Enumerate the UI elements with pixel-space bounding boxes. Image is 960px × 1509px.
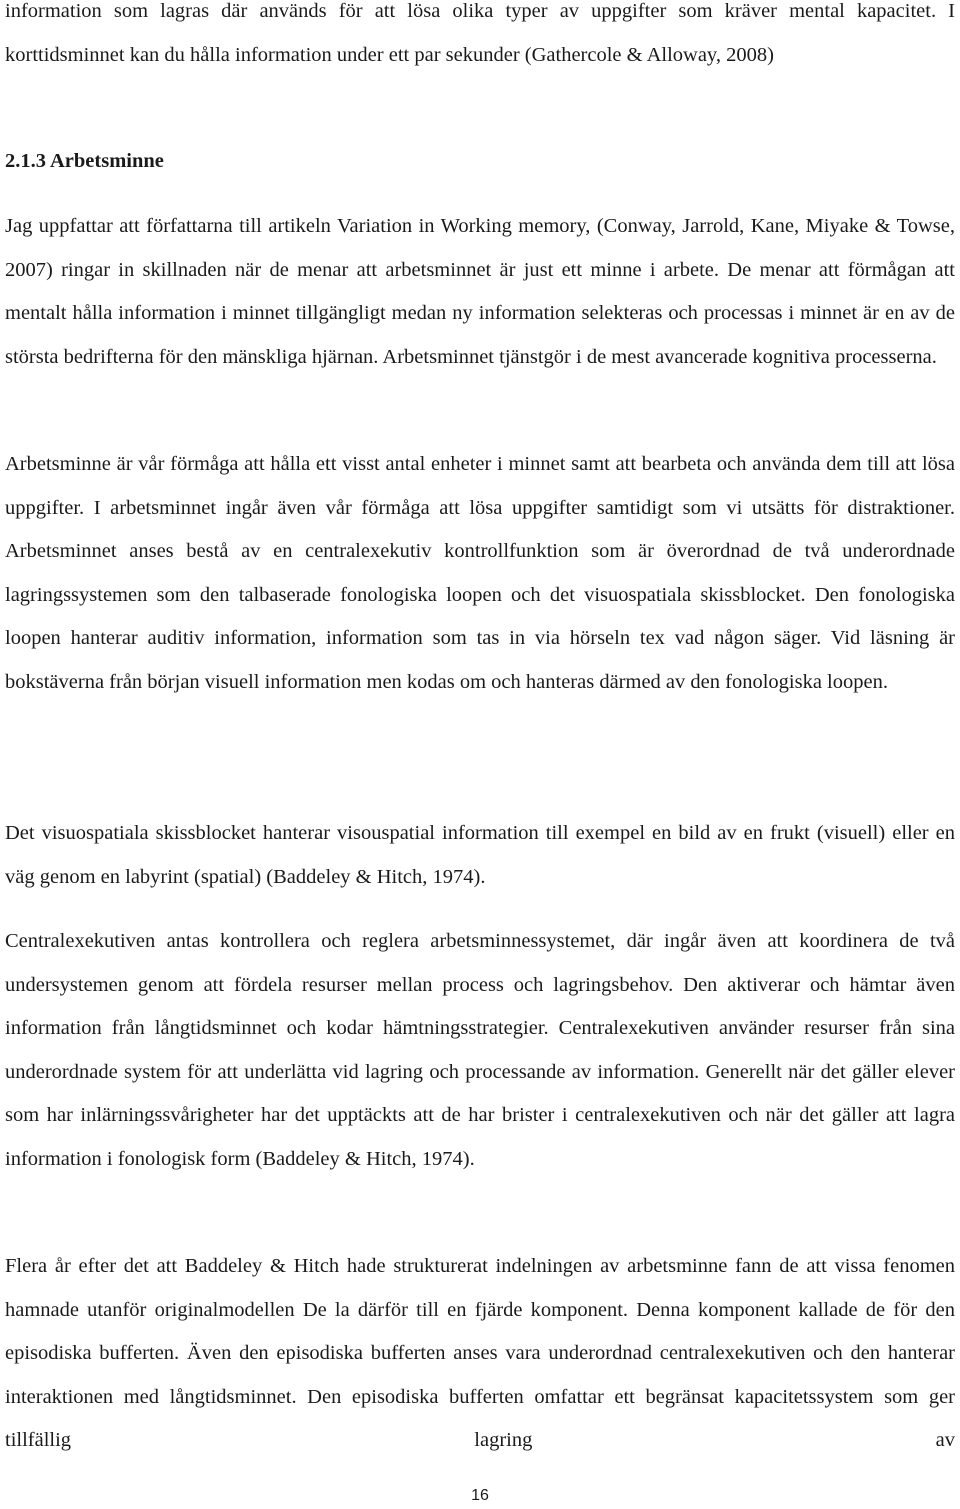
section-heading: 2.1.3 Arbetsminne [5, 150, 164, 172]
paragraph-working-memory-intro: Jag uppfattar att författarna till artikeln Variation in Working memory, (Conway, Jarrold, Kane, Miyake & Towse, 2007) ringar in skillnaden när de menar att arbetsminnet är just ett minne i arbete. De menar att förmågan att mentalt hålla information i minnet tillgängligt medan ny information selekteras och processas i minnet är en av de största bedrifterna för den mänskliga hjärnan. Arbetsminnet tjänstgör i de mest avancerade kognitiva processerna. [5, 215, 955, 368]
paragraph-working-memory-components: Arbetsminne är vår förmåga att hålla ett visst antal enheter i minnet samt att bearbeta och använda dem till att lösa uppgifter. I arbetsminnet ingår även vår förmåga att lösa uppgifter samtidigt som vi utsätts för distraktioner. Arbetsminnet anses bestå av en centralexekutiv kontrollfunktion som är överordnad de två underordnade lagringssystemen som den talbaserade fonologiska loopen och det visuospatiala skissblocket. Den fonologiska loopen hanterar auditiv information, information som tas in via hörseln tex vad någon säger. Vid läsning är bokstäverna från början visuell information men kodas om och hanteras därmed av den fonologiska loopen. [5, 453, 955, 693]
page-number: 16 [471, 1487, 489, 1504]
paragraph-visuospatial-sketchpad: Det visuospatiala skissblocket hanterar visouspatial information till exempel en bild av en frukt (visuell) eller en väg genom en labyrint (spatial) (Baddeley & Hitch, 1974). [5, 822, 955, 888]
carryover-paragraph: information som lagras där används för att lösa olika typer av uppgifter som kräver mental kapacitet. I korttidsminnet kan du hålla information under ett par sekunder (Gathercole & Alloway, 2008) [5, 0, 955, 66]
paragraph-episodic-buffer: Flera år efter det att Baddeley & Hitch hade strukturerat indelningen av arbetsminne fann de att vissa fenomen hamnade utanför originalmodellen De la därför till en fjärde komponent. Denna komponent kallade de för den episodiska bufferten. Även den episodiska bufferten anses vara underordnad centralexekutiven och den hanterar interaktionen med långtidsminnet. Den episodiska bufferten omfattar ett begränsat kapacitetssystem som ger tillfällig lagring av [5, 1255, 955, 1452]
paragraph-central-executive: Centralexekutiven antas kontrollera och reglera arbetsminnessystemet, där ingår även att koordinera de två undersystemen genom att fördela resurser mellan process och lagringsbehov. Den aktiverar och hämtar även information från långtidsminnet och kodar hämtningsstrategier. Centralexekutiven använder resurser från sina underordnade system för att underlätta vid lagring och processande av information. Generellt när det gäller elever som har inlärningssvårigheter har det upptäckts att de har brister i centralexekutiven och när det gäller att lagra information i fonologisk form (Baddeley & Hitch, 1974). [5, 930, 955, 1170]
